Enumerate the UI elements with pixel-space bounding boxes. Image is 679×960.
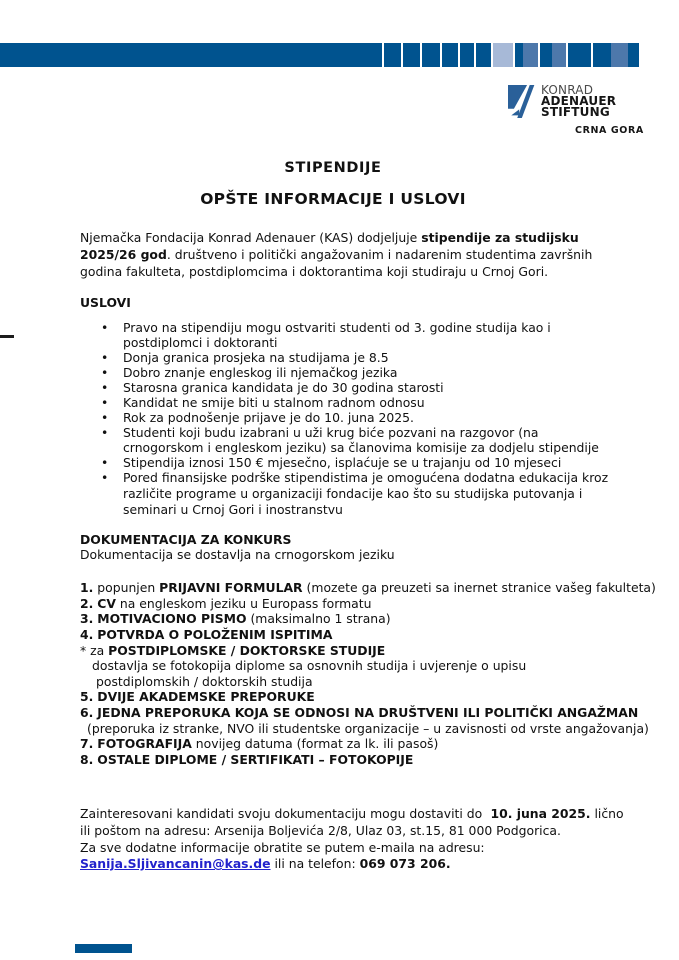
bold-text: FOTOGRAFIJA — [97, 736, 192, 752]
text: ili poštom na adresu: Arsenija Boljevića 2/8, Ulaz 03, st.15, 81 000 Podgorica. — [80, 822, 561, 838]
bold-text: 2. — [80, 595, 94, 611]
top-bar-segment — [476, 43, 491, 67]
kas-logo — [508, 84, 644, 136]
top-bar-segment — [384, 43, 401, 67]
uslovi-heading: USLOVI — [80, 294, 131, 310]
logo-konrad: KONRAD — [541, 83, 594, 97]
text: godina fakulteta, postdiplomcima i doktorantima koji studiraju u Crnoj Gori. — [80, 264, 549, 280]
footer-bar-fragment — [75, 944, 132, 953]
text-line — [80, 229, 614, 246]
bold-text: MOTIVACIONO PISMO — [97, 611, 247, 627]
logo-adenauer: ADENAUER — [541, 94, 617, 108]
dokumentacija-list — [80, 580, 656, 767]
kas-logo-icon — [508, 84, 535, 119]
text: lično — [590, 806, 624, 822]
top-bar-segment — [403, 43, 420, 67]
bullet-text — [123, 365, 397, 380]
top-bar-segment — [442, 43, 458, 67]
bullet-text — [123, 470, 608, 519]
text-line: Kandidat ne smije biti u stalnom radnom odnosu — [123, 394, 425, 410]
bold-text: 8. — [80, 751, 94, 767]
text-line — [80, 627, 614, 643]
text-line: Pravo na stipendiju mogu ostvariti studenti od 3. godine studija kao i — [123, 319, 551, 335]
bullet-icon: • — [101, 319, 109, 335]
bold-text: OSTALE DIPLOME / SERTIFIKATI – FOTOKOPIJE — [97, 751, 414, 767]
bullet-text — [123, 320, 551, 350]
bold-text: 6. — [80, 704, 94, 720]
top-bar-segment — [493, 43, 513, 67]
text-line: Dobro znanje engleskog ili njemačkog jezika — [123, 364, 398, 380]
bold-text: 10. juna 2025. — [486, 806, 591, 822]
top-bar-segment — [540, 43, 552, 67]
kas-logo-wordmark — [541, 84, 616, 119]
text-line: Donja granica prosjeka na studijama je 8.5 — [123, 349, 389, 365]
bullet-icon: • — [101, 454, 109, 470]
top-bar-segment — [593, 43, 611, 67]
bullet-item — [80, 380, 614, 395]
document-body — [0, 136, 679, 873]
email-link[interactable]: Sanija.Sljivancanin@kas.de — [80, 856, 271, 872]
text-line — [80, 840, 614, 857]
top-bar-segment — [568, 43, 591, 67]
text: postdiplomskih / doktorskih studija — [96, 673, 313, 689]
bullet-item — [80, 395, 614, 410]
text-line: Stipendija iznosi 150 € mjesečno, isplaćuje se u trajanju od 10 mjeseci — [123, 454, 562, 470]
bullet-item — [80, 410, 614, 425]
text-line: Pored finansijske podrške stipendistima je omogućena dodatna edukacija kroz — [123, 469, 609, 485]
uslovi-bullet-list — [80, 320, 614, 519]
bullet-icon: • — [101, 409, 109, 425]
bullet-item — [80, 425, 614, 455]
bullet-text — [123, 350, 389, 365]
bold-text: 069 073 206. — [359, 856, 451, 872]
top-bar-segment — [523, 43, 538, 67]
top-bar-segment — [628, 43, 639, 67]
bullet-item — [80, 470, 614, 519]
bullet-text — [123, 410, 414, 425]
bold-text: POTVRDA O POLOŽENIM ISPITIMA — [97, 627, 333, 642]
text-line — [96, 674, 614, 690]
dokumentacija-heading: DOKUMENTACIJA ZA KONKURS — [80, 532, 292, 548]
intro-paragraph — [80, 229, 614, 281]
text-line: postdiplomci i doktoranti — [123, 334, 278, 350]
bullet-icon: • — [101, 424, 109, 440]
text: Njemačka Fondacija Konrad Adenauer (KAS) dodjeljuje — [80, 230, 422, 245]
text-line — [80, 752, 614, 768]
text-line: Starosna granica kandidata je do 30 godina starosti — [123, 379, 444, 395]
text-line — [80, 856, 614, 873]
bold-text: 4. — [80, 627, 94, 642]
header-bar — [0, 43, 639, 67]
text: ili na telefon: — [270, 856, 360, 872]
text-line — [80, 643, 614, 659]
text-line: Studenti koji budu izabrani u uži krug biće pozvani na razgovor (na — [123, 424, 539, 440]
page-title: STIPENDIJE — [284, 160, 382, 176]
bullet-icon: • — [101, 394, 109, 410]
text-line — [80, 736, 614, 752]
text: na engleskom jeziku u Europass formatu — [115, 595, 372, 611]
top-bar-segment — [460, 43, 474, 67]
bold-text: 1. — [80, 580, 94, 596]
text-line — [80, 246, 614, 263]
logo-region-label: CRNA GORA — [575, 125, 644, 136]
top-bar-segment — [422, 43, 440, 67]
bullet-text — [123, 395, 425, 410]
bold-text: CV — [97, 595, 116, 611]
bullet-item — [80, 455, 614, 470]
bullet-icon: • — [101, 349, 109, 365]
logo-stiftung: STIFTUNG — [541, 105, 610, 119]
bold-text: 3. — [80, 611, 94, 627]
text-line — [80, 806, 624, 823]
text-line — [80, 580, 656, 596]
text-line — [87, 720, 649, 737]
top-bar-segment — [552, 43, 566, 67]
text-line — [80, 689, 614, 705]
bold-text: JEDNA PREPORUKA KOJA SE ODNOSI NA DRUŠTVENI ILI POLITIČKI ANGAŽMAN — [97, 704, 639, 720]
bullet-text — [123, 425, 599, 455]
text-line — [80, 823, 614, 840]
top-bar-segment — [515, 43, 523, 67]
text: popunjen — [93, 580, 160, 596]
bullet-text — [123, 455, 561, 470]
kas-logo-row — [508, 84, 644, 119]
text: (preporuka iz stranke, NVO ili studentske organizacije – u zavisnosti od vrste angažovanja) — [87, 720, 649, 736]
page-subtitle: OPŠTE INFORMACIJE I USLOVI — [200, 190, 466, 208]
bold-text: DVIJE AKADEMSKE PREPORUKE — [97, 689, 315, 705]
text: dostavlja se fotokopija diplome sa osnovnih studija i uvjerenje o upisu — [92, 658, 527, 674]
bold-text: stipendije za studijsku — [421, 230, 579, 245]
top-bar-segment — [611, 43, 628, 67]
bullet-icon: • — [101, 469, 109, 485]
top-bar-segment — [0, 43, 382, 67]
text: (mozete ga preuzeti sa inernet stranice vašeg fakulteta) — [302, 580, 656, 596]
text-line: Rok za podnošenje prijave je do 10. juna 2025. — [123, 409, 414, 425]
bullet-item — [80, 365, 614, 380]
text-line: različite programe u organizaciji fondacije kao što su studijska putovanja i — [123, 485, 583, 501]
text: * za — [80, 642, 109, 658]
text-line — [80, 596, 614, 612]
text: (maksimalno 1 strana) — [246, 611, 391, 627]
text: . društveno i politički angažovanim i nadarenim studentima završnih — [166, 247, 593, 263]
text-line — [80, 263, 614, 280]
text-line: crnogorskom i engleskom jeziku) sa članovima komisije za dodjelu stipendije — [123, 439, 599, 455]
bold-text: POSTDIPLOMSKE / DOKTORSKE STUDIJE — [108, 642, 386, 658]
bullet-text — [123, 380, 444, 395]
text-line: seminari u Crnoj Gori i inostranstvu — [123, 502, 343, 518]
bullet-item — [80, 350, 614, 365]
bullet-item — [80, 320, 614, 350]
text-line — [80, 704, 639, 721]
footer-paragraph — [80, 806, 624, 872]
text-line — [80, 611, 614, 627]
bold-text: 5. — [80, 689, 94, 705]
text: Za sve dodatne informacije obratite se putem e-maila na adresu: — [80, 839, 485, 855]
bullet-icon: • — [101, 379, 109, 395]
bold-text: 2025/26 god — [80, 247, 167, 263]
text: Zainteresovani kandidati svoju dokumentaciju mogu dostaviti do — [80, 806, 487, 822]
bold-text: 7. — [80, 736, 94, 752]
text: novijeg datuma (format za lk. ili pasoš) — [191, 736, 439, 752]
dokumentacija-subheading: Dokumentacija se dostavlja na crnogorskom jeziku — [80, 547, 395, 563]
bullet-icon: • — [101, 364, 109, 380]
text-line — [92, 658, 614, 674]
bold-text: PRIJAVNI FORMULAR — [159, 580, 303, 596]
